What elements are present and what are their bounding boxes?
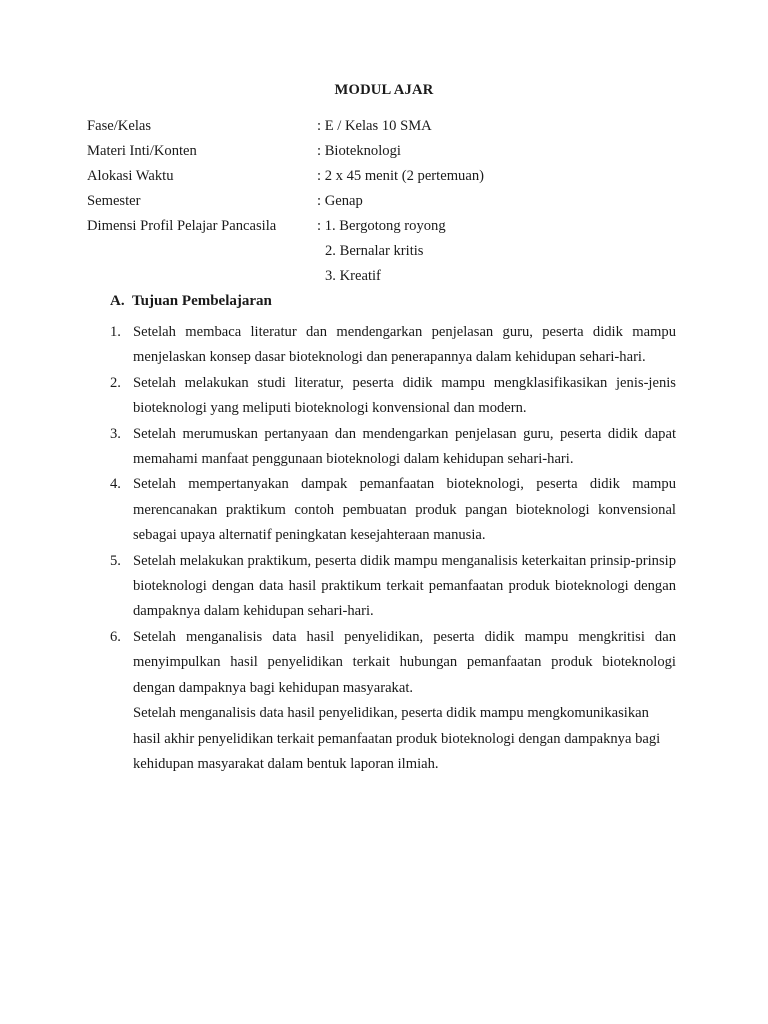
list-item-text: Setelah melakukan praktikum, peserta didik mampu menganalisis keterkaitan prinsip-prinsip bioteknologi dengan data hasil praktikum terkait pemanfaatan produk bioteknologi dengan dampaknya dalam kehidupan sehari-hari. [133,552,676,620]
list-item [110,320,676,371]
list-item [110,422,676,473]
list-item-number: 4. [110,476,121,493]
section-heading-tujuan [110,290,272,312]
section-heading-text: Tujuan Pembelajaran [132,293,272,309]
meta-row-alokasi-waktu [87,165,687,187]
meta-row-dimensi-profil [87,215,687,237]
list-item-text: Setelah menganalisis data hasil penyelidikan, peserta didik mampu mengkritisi dan menyimpulkan hasil penyelidikan terkait hubungan pemanfaatan produk bioteknologi dengan dampaknya bagi kehidupan masyarakat. [133,628,676,696]
meta-label: Alokasi Waktu [87,168,174,184]
list-item-number: 3. [110,425,121,442]
meta-value-continuation: 3. Kreatif [325,268,381,284]
list-item-number: 1. [110,324,121,340]
meta-value-continuation: 2. Bernalar kritis [325,243,424,259]
meta-value: : Genap [317,193,363,209]
list-item [110,625,676,701]
list-item-text: Setelah membaca literatur dan mendengarkan penjelasan guru, peserta didik mampu menjelaskan konsep dasar bioteknologi dan penerapannya dalam kehidupan sehari-hari. [133,324,676,366]
list-item-number: 5. [110,552,121,569]
meta-value: : Bioteknologi [317,143,401,159]
objectives-list [110,320,676,777]
list-item [110,371,676,422]
meta-row-materi [87,140,687,162]
meta-value: : 2 x 45 menit (2 pertemuan) [317,168,484,184]
list-item-text: Setelah mempertanyakan dampak pemanfaatan bioteknologi, peserta didik mampu merencanakan praktikum contoh pembuatan produk pangan bioteknologi konvensional sebagai upaya alternatif peningkatan kesejahteraan manusia. [133,476,676,544]
meta-value: : 1. Bergotong royong [317,218,446,234]
meta-value: : E / Kelas 10 SMA [317,118,432,134]
meta-row-dimensi-cont-2 [87,265,687,287]
meta-row-dimensi-cont-1 [87,240,687,262]
list-item-text: Setelah melakukan studi literatur, peserta didik mampu mengklasifikasikan jenis-jenis bioteknologi yang meliputi bioteknologi konvensional dan modern. [133,374,676,417]
list-item-text: Setelah merumuskan pertanyaan dan mendengarkan penjelasan guru, peserta didik dapat memahami manfaat penggunaan bioteknologi dalam kehidupan sehari-hari. [133,425,676,468]
list-item [110,549,676,625]
meta-label: Dimensi Profil Pelajar Pancasila [87,218,277,234]
meta-label: Semester [87,193,141,209]
section-letter: A. [110,293,125,309]
meta-label: Materi Inti/Konten [87,143,197,159]
document-title: MODUL AJAR [334,82,434,98]
list-item [110,472,676,548]
meta-label: Fase/Kelas [87,118,152,134]
list-item-number: 6. [110,628,121,645]
meta-row-semester [87,190,687,212]
extra-paragraph: Setelah menganalisis data hasil penyelidikan, peserta didik mampu mengkomunikasikan hasil akhir penyelidikan terkait pemanfaatan produk bioteknologi dengan dampaknya bagi kehidupan masyarakat dalam bentuk laporan ilmiah. [133,705,661,772]
meta-row-fase-kelas [87,115,687,137]
list-item-number: 2. [110,374,121,391]
